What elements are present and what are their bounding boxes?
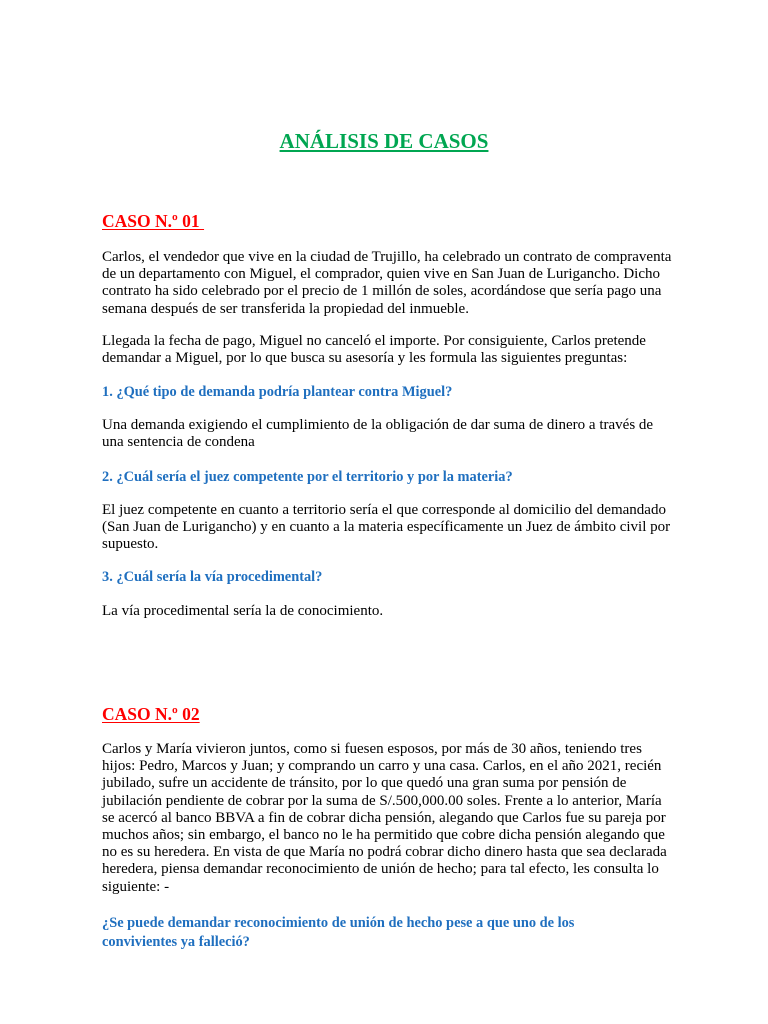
paragraph-line: contrato ha sido celebrado por el precio de 1 millón de soles, acordándose que sería pago una bbox=[102, 283, 662, 300]
paragraph-line: no es su heredera. En vista de que María no podrá cobrar dicho dinero hasta que sea declarada bbox=[102, 844, 667, 861]
case-1-intro-paragraph bbox=[102, 249, 702, 318]
paragraph-line: Una demanda exigiendo el cumplimiento de la obligación de dar suma de dinero a través de bbox=[102, 417, 654, 433]
paragraph-line: Llegada la fecha de pago, Miguel no canceló el importe. Por consiguiente, Carlos pretende bbox=[102, 333, 646, 349]
paragraph-line: Carlos y María vivieron juntos, como si fuesen esposos, por más de 30 años, teniendo tres bbox=[102, 741, 642, 757]
paragraph-line: Carlos, el vendedor que vive en la ciudad de Trujillo, ha celebrado un contrato de compraventa bbox=[102, 249, 672, 265]
case-1-question-1 bbox=[102, 384, 702, 402]
paragraph-line: siguiente: - bbox=[102, 878, 170, 895]
case-1-intro2-paragraph bbox=[102, 333, 702, 367]
case-2-question bbox=[102, 914, 702, 952]
question-text: 3. ¿Cuál sería la vía procedimental? bbox=[102, 569, 323, 585]
case-1-answer-2 bbox=[102, 502, 702, 554]
paragraph-line: muchos años; sin embargo, el banco no le ha permitido que cobre dicha pensión alegando que bbox=[102, 827, 665, 844]
paragraph-line: una sentencia de condena bbox=[102, 434, 255, 451]
paragraph-line: (San Juan de Lurigancho) y en cuanto a la materia específicamente un Juez de ámbito civil por bbox=[102, 519, 671, 536]
paragraph-line: heredera, piensa demandar reconocimiento de unión de hecho; para tal efecto, les consulta lo bbox=[102, 861, 659, 878]
paragraph-line: demandar a Miguel, por lo que busca su asesoría y les formula las siguientes preguntas: bbox=[102, 350, 628, 367]
question-text: 1. ¿Qué tipo de demanda podría plantear contra Miguel? bbox=[102, 384, 453, 400]
question-text: 2. ¿Cuál sería el juez competente por el territorio y por la materia? bbox=[102, 469, 513, 485]
paragraph-line: de un departamento con Miguel, el comprador, quien vive en San Juan de Lurigancho. Dicho bbox=[102, 266, 660, 283]
question-line: convivientes ya falleció? bbox=[102, 934, 250, 950]
case-1-answer-1 bbox=[102, 417, 702, 451]
case-1-question-2 bbox=[102, 469, 702, 487]
case-2-heading: CASO N.º 02 bbox=[102, 704, 200, 724]
question-line: ¿Se puede demandar reconocimiento de unión de hecho pese a que uno de los bbox=[102, 915, 575, 931]
case-1-heading: CASO N.º 01 bbox=[102, 211, 205, 231]
paragraph-line: hijos: Pedro, Marcos y Juan; y comprando un carro y una casa. Carlos, en el año 2021, recién bbox=[102, 758, 662, 775]
case-1-question-3 bbox=[102, 569, 702, 587]
paragraph-line: semana después de ser transferida la propiedad del inmueble. bbox=[102, 300, 469, 317]
paragraph-line: jubilación pendiente de cobrar por la suma de S/.500,000.00 soles. Frente a lo anterior, María bbox=[102, 792, 662, 809]
paragraph-line: El juez competente en cuanto a territorio sería el que corresponde al domicilio del demandado bbox=[102, 502, 666, 518]
paragraph-line: supuesto. bbox=[102, 536, 159, 553]
paragraph-line: La vía procedimental sería la de conocimiento. bbox=[102, 603, 384, 619]
document-title: ANÁLISIS DE CASOS bbox=[279, 129, 489, 153]
case-1-answer-3 bbox=[102, 603, 702, 620]
case-2-intro-paragraph bbox=[102, 741, 702, 896]
paragraph-line: jubilado, sufre un accidente de tránsito, por lo que quedó una gran suma por pensión de bbox=[102, 775, 627, 792]
paragraph-line: se acercó al banco BBVA a fin de cobrar dicha pensión, alegando que Carlos fue su pareja por bbox=[102, 809, 666, 826]
